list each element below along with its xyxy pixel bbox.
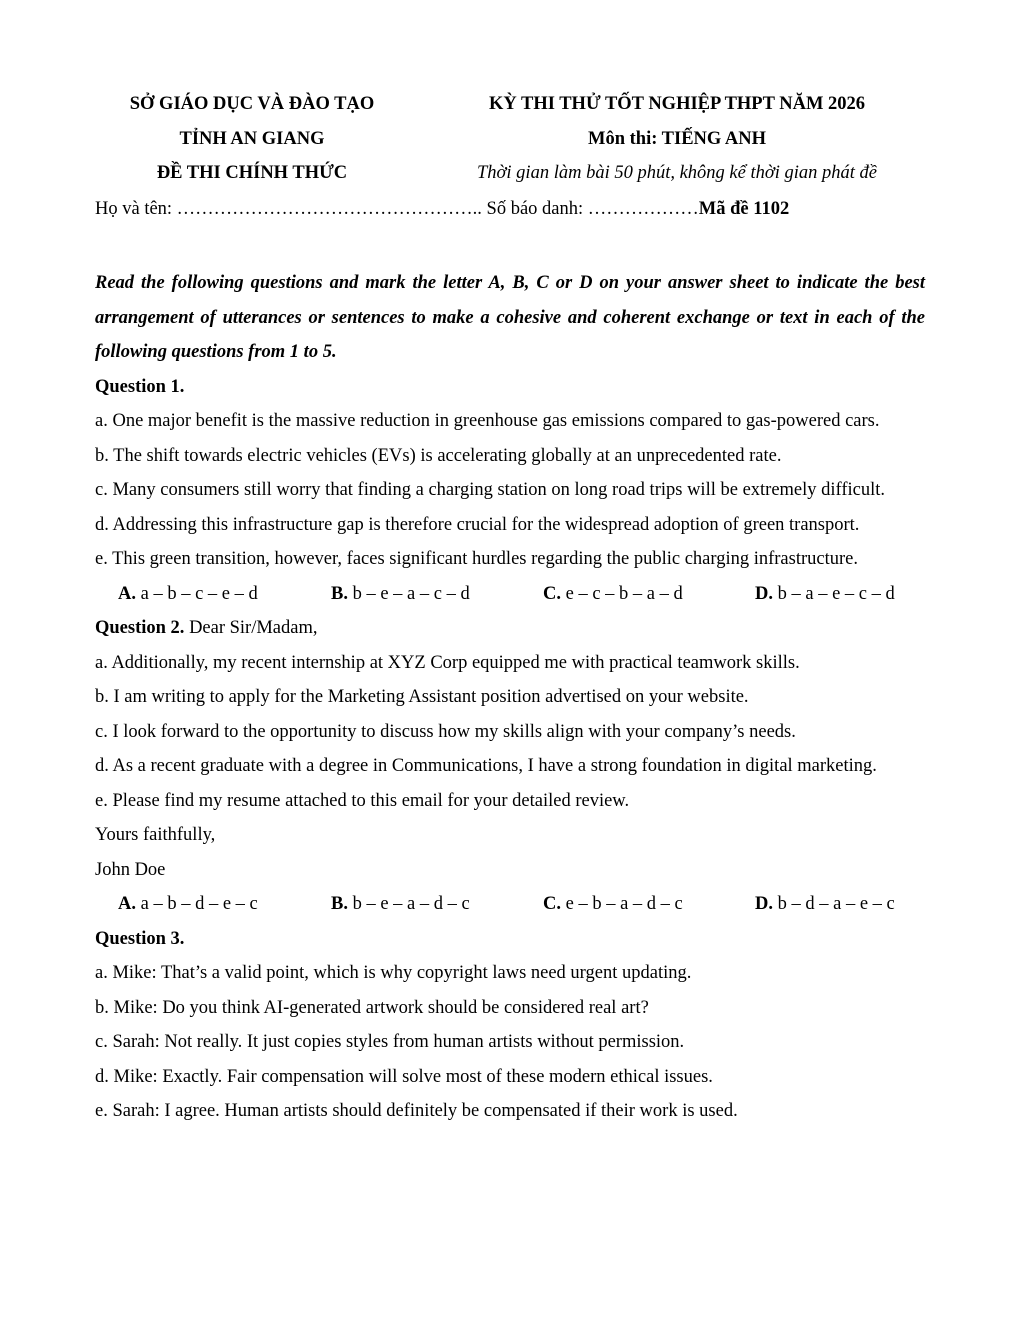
question-sentence: Yours faithfully, — [95, 825, 216, 845]
question-list — [95, 370, 925, 1129]
question-intro: Dear Sir/Madam, — [189, 618, 318, 638]
answer-option[interactable] — [755, 887, 895, 922]
option-letter: C. — [543, 894, 561, 914]
option-letter: D. — [755, 583, 773, 604]
answer-option[interactable] — [331, 887, 470, 922]
option-text: b – a – e – c – d — [777, 583, 895, 604]
question-2 — [95, 611, 925, 922]
candidate-info-line — [95, 199, 789, 220]
exam-header — [0, 94, 1020, 198]
answer-option[interactable] — [118, 577, 258, 612]
option-text: b – e – a – d – c — [352, 894, 470, 914]
questions-section — [95, 266, 925, 1129]
option-letter: A. — [118, 583, 136, 604]
question-sentence: a. One major benefit is the massive reduction in greenhouse gas emissions compared to gas-powered cars. — [95, 411, 880, 431]
exam-duration: Thời gian làm bài 50 phút, không kể thời gian phát đề — [477, 163, 877, 183]
answer-options — [95, 577, 925, 612]
answer-option[interactable] — [755, 577, 895, 612]
question-sentence: e. This green transition, however, faces significant hurdles regarding the public charging infrastructure. — [95, 549, 858, 569]
exam-title: KỲ THI THỬ TỐT NGHIỆP THPT NĂM 2026 — [488, 94, 866, 114]
question-sentence: a. Additionally, my recent internship at XYZ Corp equipped me with practical teamwork skills. — [95, 652, 800, 673]
answer-option[interactable] — [543, 887, 683, 922]
question-sentence: a. Mike: That’s a valid point, which is why copyright laws need urgent updating. — [95, 963, 692, 983]
question-sentence: b. I am writing to apply for the Marketing Assistant position advertised on your website. — [95, 687, 749, 707]
option-letter: C. — [543, 583, 561, 604]
question-3 — [95, 922, 925, 1129]
question-sentence: c. I look forward to the opportunity to discuss how my skills align with your company’s needs. — [95, 721, 796, 742]
question-sentence: c. Sarah: Not really. It just copies styles from human artists without permission. — [95, 1032, 685, 1052]
question-label: Question 2. — [95, 618, 185, 638]
section-instruction: Read the following questions and mark the letter A, B, C or D on your answer sheet to indicate the best arrangement of utterances or sentences to make a cohesive and coherent exchange or text in each of the following questions from 1 to 5. — [95, 273, 925, 362]
question-sentence: b. The shift towards electric vehicles (EVs) is accelerating globally at an unprecedented rate. — [95, 445, 782, 466]
option-letter: B. — [331, 583, 348, 604]
question-label: Question 3. — [95, 928, 185, 949]
exam-code: Mã đề 1102 — [698, 199, 790, 219]
question-sentence: e. Please find my resume attached to this email for your detailed review. — [95, 790, 630, 811]
exam-subject: Môn thi: TIẾNG ANH — [587, 128, 767, 149]
department-name: SỞ GIÁO DỤC VÀ ĐÀO TẠO — [129, 94, 375, 114]
province-name: TỈNH AN GIANG — [179, 128, 325, 149]
answer-option[interactable] — [331, 577, 470, 612]
question-sentence: b. Mike: Do you think AI-generated artwork should be considered real art? — [95, 997, 649, 1018]
question-label: Question 1. — [95, 376, 185, 397]
question-1 — [95, 370, 925, 612]
question-sentence: John Doe — [95, 859, 166, 880]
answer-option[interactable] — [118, 887, 258, 922]
option-letter: A. — [118, 894, 136, 914]
option-text: a – b – d – e – c — [140, 894, 258, 914]
option-text: a – b – c – e – d — [140, 583, 258, 604]
answer-option[interactable] — [543, 577, 683, 612]
official-exam-label: ĐỀ THI CHÍNH THỨC — [156, 163, 348, 183]
question-sentence: c. Many consumers still worry that finding a charging station on long road trips will be extremely difficult. — [95, 480, 886, 500]
question-sentence: e. Sarah: I agree. Human artists should definitely be compensated if their work is used. — [95, 1101, 738, 1121]
question-heading — [95, 922, 925, 957]
candidate-name-field: Họ và tên: ………………………………………….. Số báo danh: ……………… — [95, 199, 699, 219]
answer-options — [95, 887, 925, 922]
option-letter: D. — [755, 894, 773, 914]
option-text: e – b – a – d – c — [565, 894, 683, 914]
question-sentence: d. Addressing this infrastructure gap is therefore crucial for the widespread adoption of green transport. — [95, 514, 860, 535]
question-sentence: d. Mike: Exactly. Fair compensation will solve most of these modern ethical issues. — [95, 1066, 713, 1087]
question-sentence: d. As a recent graduate with a degree in Communications, I have a strong foundation in digital marketing. — [95, 756, 877, 776]
option-text: b – e – a – c – d — [352, 583, 470, 604]
option-letter: B. — [331, 894, 348, 914]
option-text: e – c – b – a – d — [565, 583, 683, 604]
question-heading — [95, 611, 925, 646]
question-heading — [95, 370, 925, 405]
option-text: b – d – a – e – c — [777, 894, 895, 914]
